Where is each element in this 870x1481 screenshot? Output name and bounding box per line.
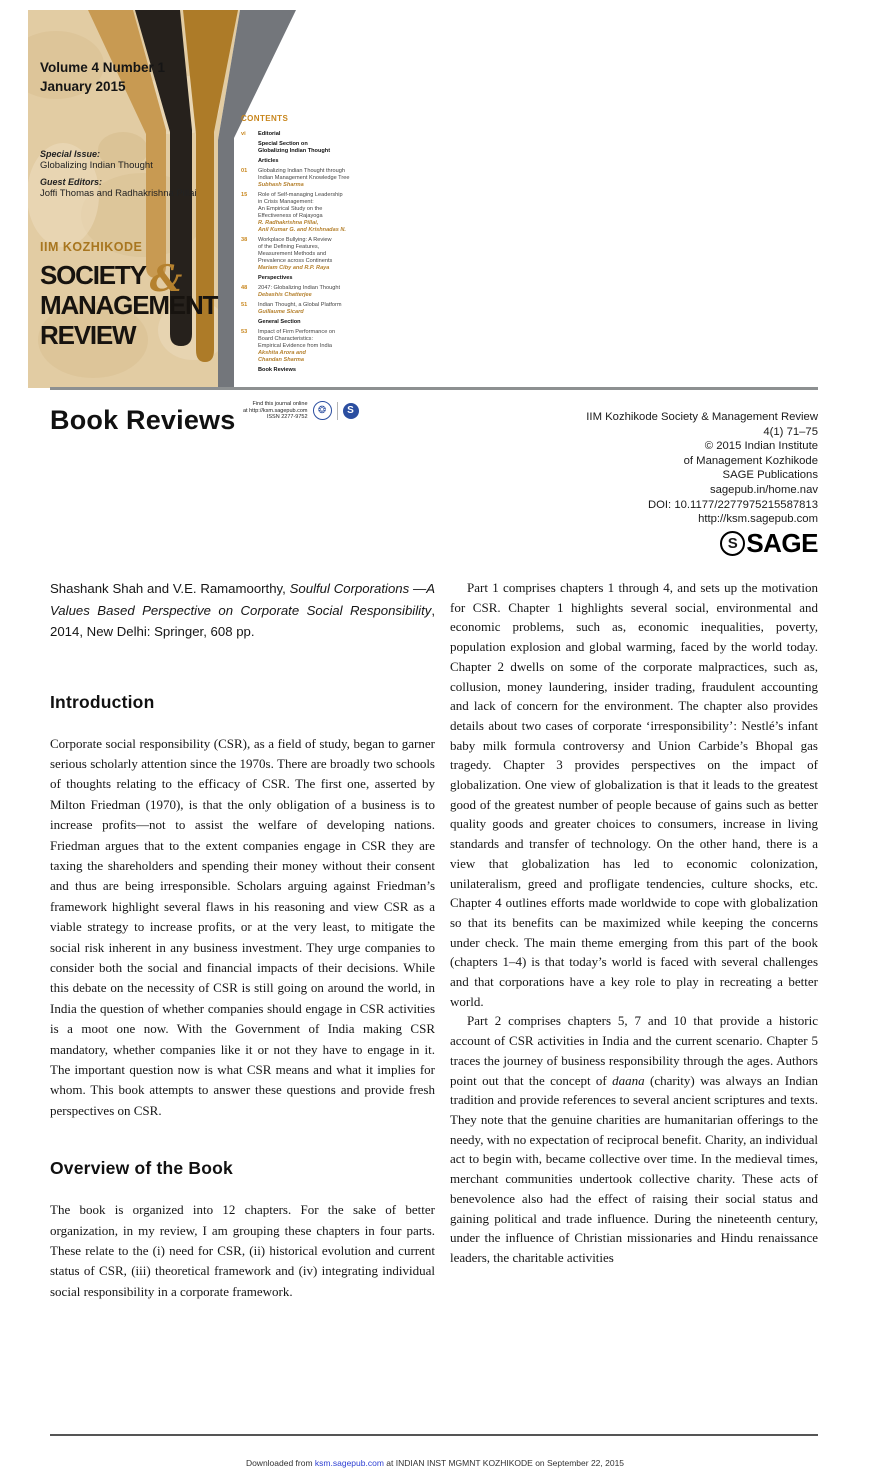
toc-section-heading: Special Section on Globalizing Indian Thought — [258, 141, 331, 154]
toc-section-heading: Articles — [258, 158, 279, 164]
brand-word-management: MANAGEMENT — [40, 290, 218, 320]
toc-item — [241, 285, 423, 299]
article-body — [50, 578, 818, 1302]
header-rule — [50, 387, 818, 390]
toc-item — [241, 168, 423, 189]
toc-page-number — [241, 158, 258, 165]
toc-item — [241, 158, 423, 165]
toc-page-number: 51 — [241, 302, 248, 308]
toc-page-number: 53 — [241, 329, 248, 335]
toc-entry: Role of Self-managing Leadership in Crisis Management: An Empirical Study on the Effectiveness of Rajayoga R. Radhakrishna Pillai, Anil Kumar G. and Krishnadas N. — [258, 192, 346, 233]
toc-item — [241, 192, 423, 234]
cover-volume-line: Volume 4 Number 1 — [40, 60, 166, 75]
toc-item — [241, 275, 423, 282]
download-footer — [0, 1458, 870, 1468]
overview-paragraph: The book is organized into 12 chapters. For the sake of better organization, in my review, I am grouping these chapters in four parts. These relate to the (i) need for CSR, (ii) historical evolution and current status of CSR, (iii) theoretical framework and (iv) integrating individual social responsibility in a corporate framework. — [50, 1202, 435, 1299]
journal-cover — [28, 10, 425, 388]
toc-entry: Workplace Bullying: A Review of the Defining Features, Measurement Methods and Prevalence across Continents Mariam Ciby and R.P. Raya — [258, 237, 333, 271]
toc-page-number — [241, 275, 258, 282]
toc-section-heading: Book Reviews — [258, 367, 296, 373]
right-column — [450, 578, 818, 1302]
sage-s-icon: S — [720, 531, 745, 556]
toc-item — [241, 237, 423, 272]
footer-suffix: at INDIAN INST MGMNT KOZHIKODE on September 22, 2015 — [383, 1458, 625, 1468]
toc-entry: Indian Thought, a Global Platform Guillaume Sicard — [258, 302, 342, 315]
toc-page-number: vi — [241, 131, 246, 137]
part1-paragraph: Part 1 comprises chapters 1 through 4, and sets up the motivation for CSR. Chapter 1 highlights several social, environmental and economic problems, such as, economic inequalities, poverty, population explosion and global warming, faced by the world today. Chapter 2 dwells on some of the corporate malpractices, such as, collusion, money laundering, insider trading, fraudulent accounting and lack of concern for the environment. The chapter also provides details about two cases of corporate ‘irresponsibility’: Nestlé’s infant baby milk formula controversy and Union Carbide’s Bhopal gas tragedy. Chapter 3 provides perspectives on the impact of globalization. One view of globalization is that it leads to the greatest good of the greatest number of people because of gains such as better quality goods and greater choices to consumers, increase in living standards and transfer of technology. On the other hand, there is a view that globalization has led to economic colonization, unilateralism, greed and profligate tendencies, culture shocks, etc. Chapter 4 outlines efforts made worldwide to cope with globalization so that its benefits can be maximized while keeping the concerns under check. The main theme emerging from this part of the book (chapters 1–4) is that today’s world is faced with several challenges and that corporations have a key role to play in recreating a better world. — [450, 580, 818, 1009]
toc-item — [241, 131, 423, 138]
toc-entry: Impact of Firm Performance on Board Characteristics: Empirical Evidence from India Akshita Arora and Chandan Sharma — [258, 329, 336, 363]
left-column — [50, 578, 435, 1302]
brand-word-review: REVIEW — [40, 320, 136, 350]
brand-ampersand: & — [149, 258, 182, 300]
toc-item — [241, 302, 423, 316]
section-heading-overview: Overview of the Book — [50, 1158, 233, 1179]
cover-contents — [241, 114, 423, 377]
toc-page-number — [241, 319, 258, 326]
footer-rule — [50, 1434, 818, 1436]
sage-logo — [720, 528, 818, 559]
toc-item — [241, 319, 423, 326]
cover-date-line: January 2015 — [40, 79, 126, 94]
iimk-emblem-icon: ❂ — [313, 401, 332, 420]
special-issue-label: Special Issue: — [40, 149, 101, 159]
section-heading-introduction: Introduction — [50, 691, 155, 712]
introduction-paragraph: Corporate social responsibility (CSR), as a field of study, began to garner serious scholarly attention since the 1970s. There are broadly two schools of thoughts relating to the efficacy of CSR. The first one, asserted by Milton Friedman (1970), is that the only obligation of a business is to increase profits—not to assist the welfare of developing nations. Friedman argues that to the extent companies engage in CSR they are taxing the shareholders and spending their money without their consent and thus are being irresponsible. Scholars arguing against Friedman’s framework highlight several flaws in his reasoning and view CSR as a viable strategy to increase profits, or at the very least, to mitigate the social risk inherent in any business investment. They urge companies to consider both the social and financial impacts of their decisions. While this debate on the necessity of CSR is still going on around the world, in India the question of whether companies should engage in CSR activities is a moot one now. With the Government of India making CSR mandatory, whether companies like it or not they have to engage in it. The important question now is what CSR means and what it implies for whom. This book attempts to answer these questions and provide fresh perspectives on CSR. — [50, 735, 435, 1118]
toc-section-heading: Perspectives — [258, 275, 293, 281]
journal-meta: IIM Kozhikode Society & Management Review 4(1) 71–75 © 2015 Indian Institute of Management Kozhikode SAGE Publications sagepub.in/home.nav DOI: 10.1177/2277975215587813 http://ksm.sagepub.com — [586, 411, 818, 526]
footer-prefix: Downloaded from — [245, 1458, 315, 1468]
toc-item — [241, 329, 423, 364]
special-issue-value: Globalizing Indian Thought — [40, 160, 153, 171]
divider — [337, 402, 338, 420]
toc-item — [241, 367, 423, 374]
toc-page-number: 15 — [241, 192, 248, 198]
contents-title: CONTENTS — [241, 114, 289, 123]
toc-item — [241, 141, 423, 155]
toc-section-heading: Editorial — [258, 131, 281, 137]
toc-page-number: 01 — [241, 168, 248, 174]
toc-section-heading: General Section — [258, 319, 301, 325]
toc-page-number: 48 — [241, 285, 248, 291]
guest-editors-value: Joffi Thomas and Radhakrishna Pillai — [40, 188, 197, 199]
footer-link[interactable]: ksm.sagepub.com — [314, 1458, 384, 1468]
cover-volume — [40, 58, 165, 96]
find-online-block — [243, 401, 359, 421]
toc-page-number — [241, 367, 258, 374]
guest-editors-label: Guest Editors: — [40, 177, 103, 187]
page-title: Book Reviews — [50, 405, 236, 435]
find-online-text: Find this journal online at http://ksm.sagepub.com ISSN 2277-9752 — [243, 401, 308, 420]
sage-logo-text: SAGE — [746, 528, 818, 558]
part2-paragraph: Part 2 comprises chapters 5, 7 and 10 that provide a historic account of CSR activities in India and the current scenario. Chapter 5 traces the journey of business responsibility through the ages. Authors point out that the concept of daana (charity) was always an Indian tradition and provide references to several ancient scriptures and texts. They note that the genuine charities are humanitarian offerings to the needy, with no expectation of reciprocal benefit. Charity, an individual act to begin with, became collective over time. In the medieval times, merchant communities undertook collective charity. These acts of benevolence also had the effect of raising their social status and gaining political and trade influence. During the nineteenth century, under the influence of Christian missionaries and Hindu renaissance leaders, the charitable activities — [450, 1013, 818, 1265]
contents-list — [241, 131, 423, 374]
sage-mini-icon: S — [343, 403, 359, 419]
journal-brand — [40, 240, 217, 350]
toc-page-number: 38 — [241, 237, 248, 243]
brand-word-society: SOCIETY — [40, 260, 146, 290]
toc-entry: Globalizing Indian Thought through Indian Management Knowledge Tree Subhash Sharma — [258, 168, 350, 188]
brand-prefix: IIM KOZHIKODE — [40, 240, 143, 254]
book-citation: Shashank Shah and V.E. Ramamoorthy, Soulful Corporations —A Values Based Perspective on Corporate Social Responsibility, 2014, New Delhi: Springer, 608 pp. — [50, 581, 435, 639]
toc-entry: 2047: Globalizing Indian Thought Debashis Chatterjee — [258, 285, 340, 298]
toc-page-number — [241, 141, 258, 155]
cover-issue-block — [40, 148, 197, 200]
